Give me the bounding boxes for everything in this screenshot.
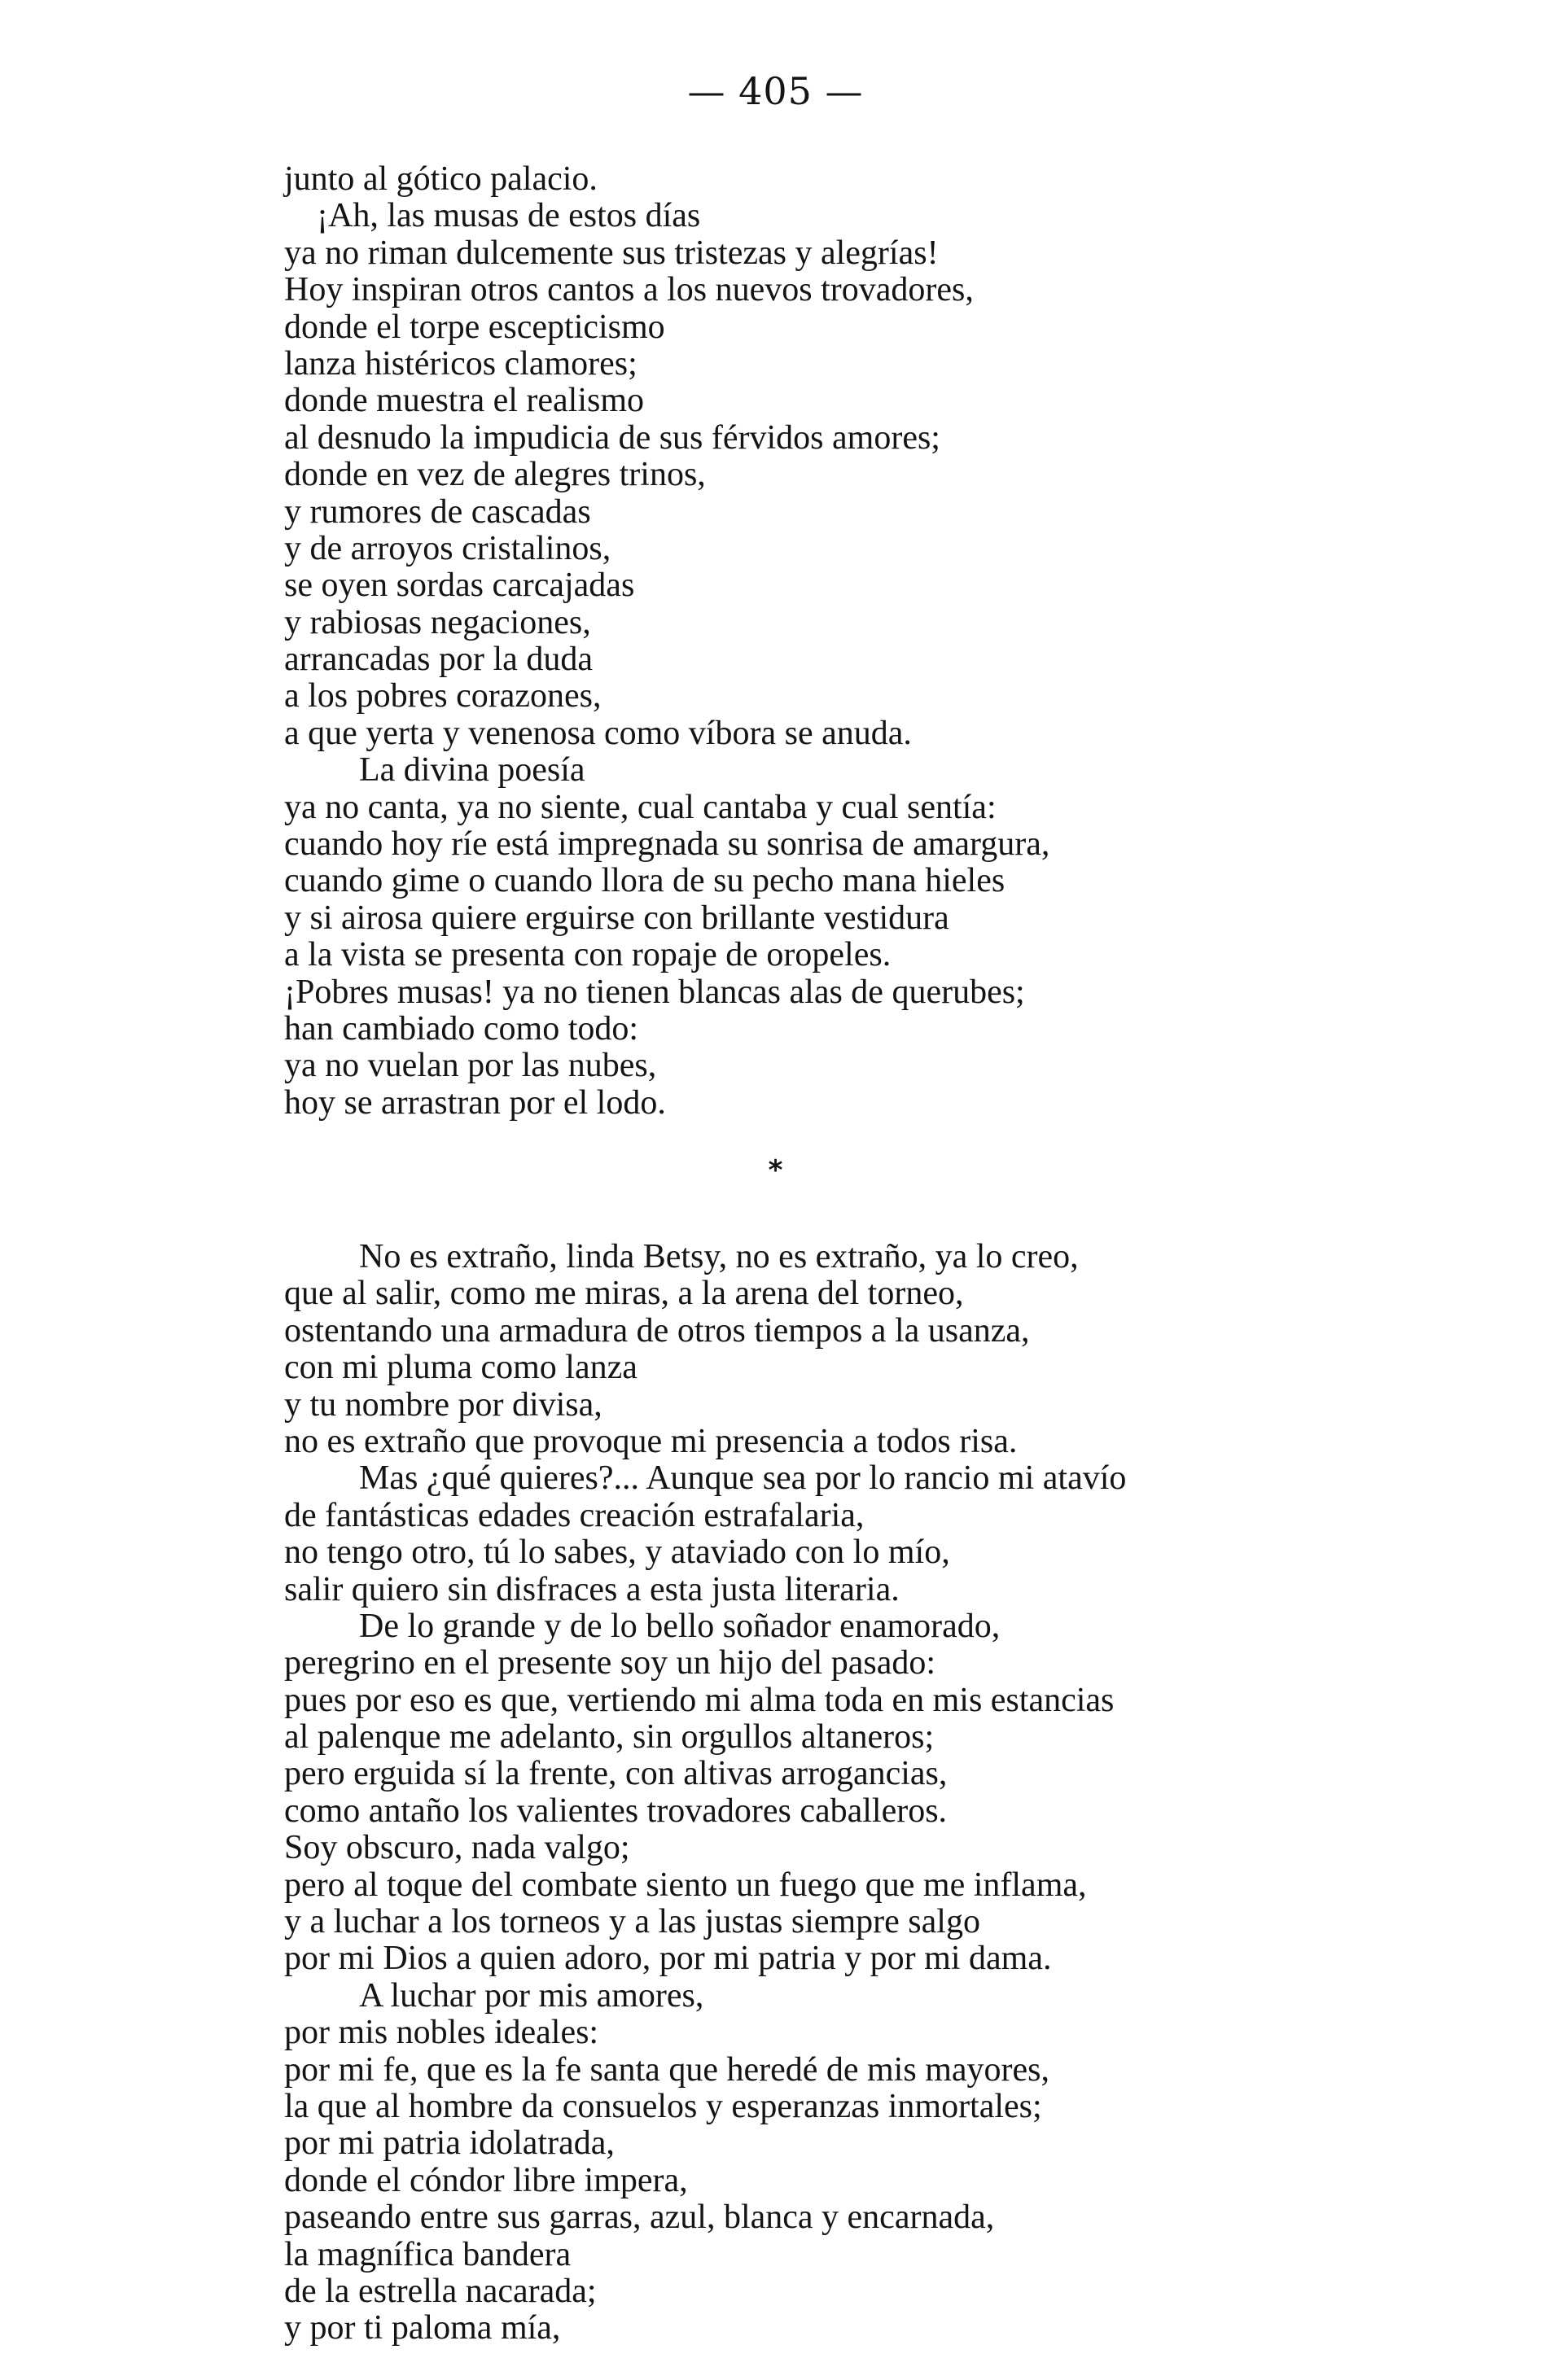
poem-line: no tengo otro, tú lo sabes, y ataviado con lo mío, — [284, 1533, 950, 1572]
poem-line: junto al gótico palacio. — [284, 160, 598, 198]
poem-line: como antaño los valientes trovadores caballeros. — [284, 1792, 948, 1830]
poem-line: y de arroyos cristalinos, — [284, 529, 611, 567]
poem-line: pero al toque del combate siento un fuego que me inflama, — [284, 1866, 1087, 1904]
poem-line: lanza histéricos clamores; — [284, 344, 637, 383]
poem-line: salir quiero sin disfraces a esta justa literaria. — [284, 1570, 900, 1608]
poem-line: cuando hoy ríe está impregnada su sonrisa de amargura, — [284, 825, 1050, 864]
poem-line: a los pobres corazones, — [284, 677, 602, 715]
poem-line: ¡Pobres musas! ya no tienen blancas alas de querubes; — [284, 973, 1025, 1011]
poem-line: De lo grande y de lo bello soñador enamorado, — [359, 1607, 1001, 1645]
poem-line: por mi patria idolatrada, — [284, 2124, 615, 2163]
poem-line: se oyen sordas carcajadas — [284, 567, 635, 605]
poem-line: pero erguida sí la frente, con altivas arrogancias, — [284, 1755, 948, 1793]
section-separator-asterisk: * — [768, 1154, 783, 1187]
poem-line: ostentando una armadura de otros tiempos a la usanza, — [284, 1311, 1030, 1350]
poem-line: ya no riman dulcemente sus tristezas y alegrías! — [284, 234, 939, 272]
poem-line: ya no canta, ya no siente, cual cantaba y cual sentía: — [284, 788, 997, 826]
poem-line: por mis nobles ideales: — [284, 2014, 599, 2052]
poem-line: ¡Ah, las musas de estos días — [317, 197, 701, 235]
poem-two — [284, 1239, 1440, 2347]
page-number: — 405 — — [687, 69, 864, 113]
poem-line: cuando gime o cuando llora de su pecho mana hieles — [284, 862, 1006, 900]
poem-line: A luchar por mis amores, — [359, 1976, 704, 2015]
poem-line: han cambiado como todo: — [284, 1009, 639, 1048]
poem-line: paseando entre sus garras, azul, blanca y encarnada, — [284, 2198, 995, 2237]
poem-line: de fantásticas edades creación estrafalaria, — [284, 1496, 865, 1534]
poem-one — [284, 161, 1440, 1122]
poem-line: a la vista se presenta con ropaje de oropeles. — [284, 936, 892, 974]
poem-line: por mi Dios a quien adoro, por mi patria y por mi dama. — [284, 1940, 1052, 1978]
poem-line: al palenque me adelanto, sin orgullos altaneros; — [284, 1718, 935, 1757]
poem-line: pues por eso es que, vertiendo mi alma toda en mis estancias — [284, 1681, 1115, 1719]
poem-line: y si airosa quiere erguirse con brillante vestidura — [284, 899, 949, 937]
poem-line: Mas ¿qué quieres?... Aunque sea por lo rancio mi atavío — [359, 1459, 1127, 1498]
poem-line: arrancadas por la duda — [284, 641, 593, 679]
poem-line: y tu nombre por divisa, — [284, 1385, 602, 1424]
poem-line: por mi fe, que es la fe santa que heredé de mis mayores, — [284, 2050, 1049, 2089]
poem-line: y por ti paloma mía, — [284, 2309, 561, 2347]
poem-line: donde muestra el realismo — [284, 382, 645, 420]
poem-line: No es extraño, linda Betsy, no es extraño, ya lo creo, — [359, 1238, 1079, 1275]
poem-line: ya no vuelan por las nubes, — [284, 1047, 657, 1085]
poem-line: Soy obscuro, nada valgo; — [284, 1829, 630, 1867]
poem-line: con mi pluma como lanza — [284, 1349, 637, 1387]
poem-line: que al salir, como me miras, a la arena del torneo, — [284, 1275, 964, 1313]
poem-line: y rumores de cascadas — [284, 492, 591, 531]
poem-line: la magnífica bandera — [284, 2235, 572, 2273]
poem-line: a que yerta y venenosa como víbora se anuda. — [284, 714, 912, 752]
poem-line: y rabiosas negaciones, — [284, 603, 591, 641]
poem-line: peregrino en el presente soy un hijo del pasado: — [284, 1644, 936, 1682]
poem-line: La divina poesía — [359, 751, 585, 790]
poem-line: y a luchar a los torneos y a las justas siempre salgo — [284, 1903, 980, 1941]
poem-line: no es extraño que provoque mi presencia a todos risa. — [284, 1422, 1018, 1460]
poem-line: al desnudo la impudicia de sus férvidos amores; — [284, 418, 940, 457]
poem-line: donde en vez de alegres trinos, — [284, 456, 706, 494]
poem-line: donde el torpe escepticismo — [284, 308, 665, 346]
poem-line: Hoy inspiran otros cantos a los nuevos trovadores, — [284, 271, 974, 309]
poem-line: hoy se arrastran por el lodo. — [284, 1083, 666, 1122]
poem-line: la que al hombre da consuelos y esperanzas inmortales; — [284, 2087, 1042, 2125]
poem-line: donde el cóndor libre impera, — [284, 2161, 688, 2199]
poem-line: de la estrella nacarada; — [284, 2272, 597, 2310]
